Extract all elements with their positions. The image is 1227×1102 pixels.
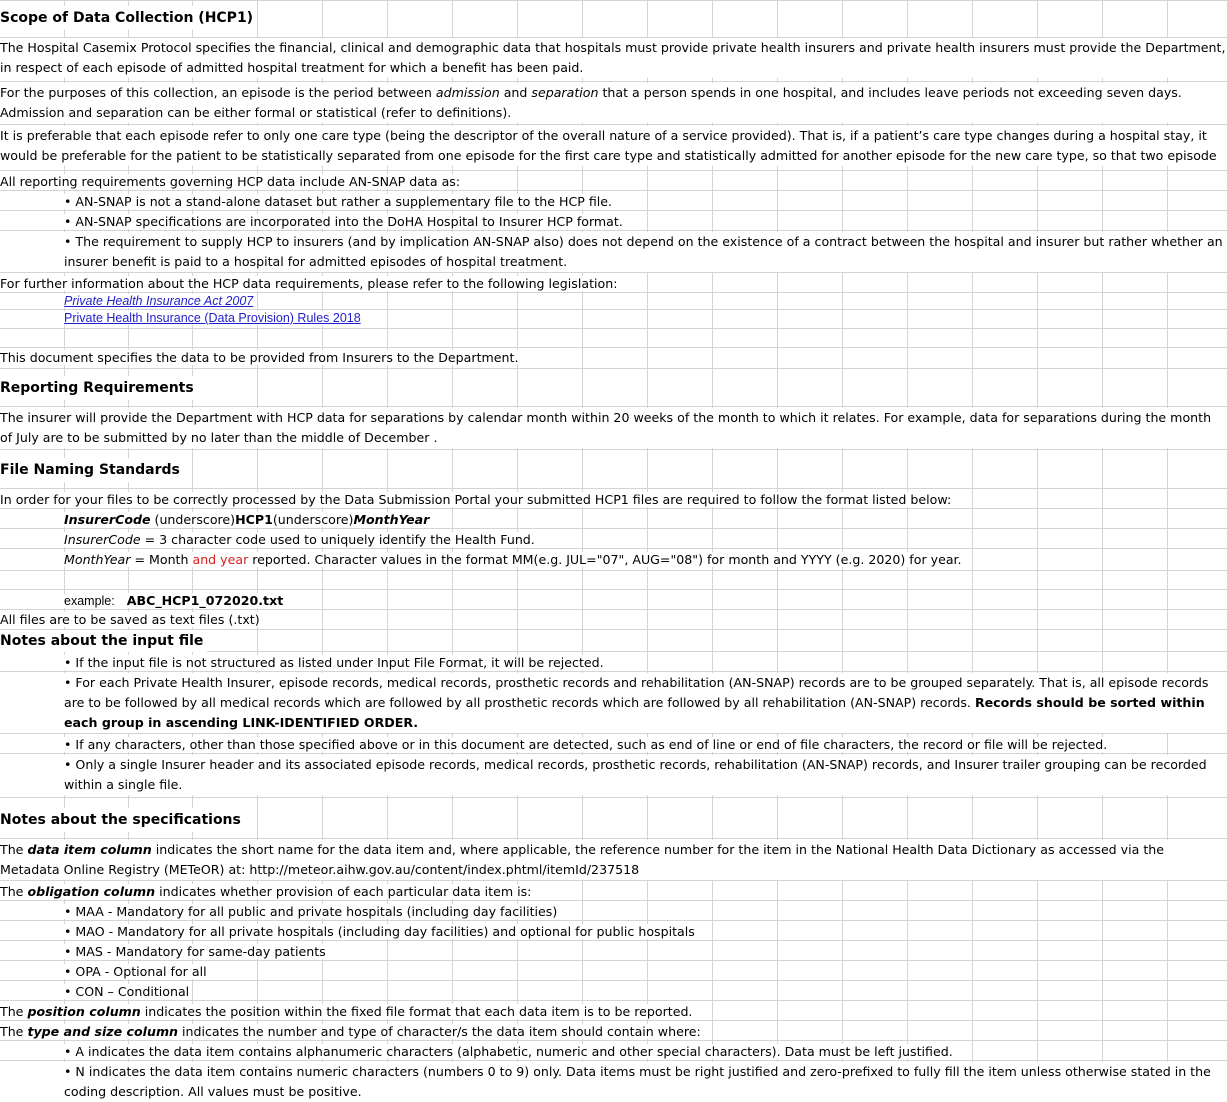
type-size-note-row[interactable] [0, 1022, 1227, 1042]
legislation-intro: For further information about the HCP data requirements, please refer to the following legislation: [0, 276, 618, 291]
type-n-note[interactable]: • N indicates the data item contains numeric characters (numbers 0 to 9) only. Data items must be right justified and zero-prefixed to fully fill the item unless otherwise stated in the coding description. All values must be positive. [64, 1062, 1227, 1100]
insurer-code-def-row[interactable] [64, 530, 1227, 550]
ansnap-bullet-1: • AN-SNAP is not a stand-alone dataset but rather a supplementary file to the HCP file. [64, 194, 613, 209]
scope-heading-row[interactable] [0, 6, 1227, 32]
input-notes-heading-row[interactable] [0, 630, 1227, 652]
obligation-mas-row[interactable] [64, 942, 1227, 962]
data-item-note[interactable]: The data item column indicates the short name for the data item and, where applicable, the reference number for the item in the National Health Data Dictionary as accessed via the Metadata Online Registry (METeOR) at: http://meteor.aihw.gov.au/content/index.phtml/itemId/237518 [0, 840, 1227, 880]
ansnap-bullet-3[interactable]: • The requirement to supply HCP to insurers (and by implication AN-SNAP also) does not depend on the existence of a contract between the hospital and insurer but rather whether an insurer benefit is paid to a hospital for admitted episodes of hospital treatment. [64, 232, 1227, 272]
position-note: The position column indicates the position within the fixed file format that each data item is to be reported. [0, 1004, 693, 1019]
month-year-def: MonthYear = Month and year reported. Character values in the format MM(e.g. JUL="07", AUG="08") for month and YYYY (e.g. 2020) for year. [64, 552, 962, 567]
ansnap-bullet-2: • AN-SNAP specifications are incorporated into the DoHA Hospital to Insurer HCP format. [64, 214, 623, 229]
legislation-intro-row[interactable] [0, 274, 1227, 294]
obligation-opa: • OPA - Optional for all [64, 964, 207, 979]
input-note-1: • If the input file is not structured as listed under Input File Format, it will be rejected. [64, 655, 604, 670]
naming-intro: In order for your files to be correctly processed by the Data Submission Portal your submitted HCP1 files are required to follow the format listed below: [0, 492, 952, 507]
spec-notes-heading: Notes about the specifications [0, 808, 245, 832]
example-label: example: [64, 594, 115, 608]
type-a-note-row[interactable] [64, 1042, 1227, 1062]
input-note-4[interactable]: • Only a single Insurer header and its associated episode records, medical records, prosthetic records, rehabilitation (AN-SNAP) records, and Insurer trailer grouping can be recorded within a single file. [64, 755, 1227, 795]
legislation-link-1-row [64, 292, 1227, 310]
reporting-p1[interactable]: The insurer will provide the Department with HCP data for separations by calendar month within 20 weeks of the month to which it relates. For example, data for separations during the month of July are to be submitted by no later than the middle of December . [0, 408, 1227, 448]
month-year-def-row[interactable] [64, 550, 1227, 570]
doc-spec-row[interactable] [0, 348, 1227, 368]
obligation-maa: • MAA - Mandatory for all public and private hospitals (including day facilities) [64, 904, 558, 919]
scope-p3[interactable]: It is preferable that each episode refer to only one care type (being the descriptor of the overall nature of a service provided). That is, if a patient’s care type changes during a hospital stay, it would be preferable for the patient to be statistically separated from one episode for the first care type and statistically admitted for another episode for the new care type, so that two episode [0, 126, 1227, 166]
input-note-3-row[interactable] [64, 735, 1227, 755]
input-notes-heading: Notes about the input file [0, 630, 207, 652]
legislation-link-1[interactable]: Private Health Insurance Act 2007 [64, 294, 254, 308]
type-size-note: The type and size column indicates the number and type of character/s the data item should contain where: [0, 1024, 701, 1039]
naming-format-row[interactable] [64, 510, 1227, 530]
obligation-mao: • MAO - Mandatory for all private hospitals (including day facilities) and optional for public hospitals [64, 924, 695, 939]
obligation-maa-row[interactable] [64, 902, 1227, 922]
scope-p1[interactable]: The Hospital Casemix Protocol specifies the financial, clinical and demographic data that hospitals must provide private health insurers and private health insurers must provide the Department, in respect of each episode of admitted hospital treatment for which a benefit has been paid. [0, 38, 1227, 78]
legislation-link-2-row [64, 309, 1227, 327]
input-note-3: • If any characters, other than those specified above or in this document are detected, such as end of line or end of file characters, the record or file will be rejected. [64, 737, 1108, 752]
txt-note: All files are to be saved as text files (.txt) [0, 612, 260, 627]
type-a-note: • A indicates the data item contains alphanumeric characters (alphabetic, numeric and other special characters). Data must be left justified. [64, 1044, 953, 1059]
txt-note-row[interactable] [0, 610, 1227, 630]
obligation-con-row[interactable] [64, 982, 1227, 1002]
obligation-mas: • MAS - Mandatory for same-day patients [64, 944, 326, 959]
reporting-heading-row[interactable] [0, 376, 1227, 400]
legislation-link-2[interactable]: Private Health Insurance (Data Provision) Rules 2018 [64, 311, 361, 325]
naming-heading-row[interactable] [0, 458, 1227, 482]
ansnap-bullet-2-row[interactable] [64, 212, 1227, 232]
obligation-opa-row[interactable] [64, 962, 1227, 982]
obligation-mao-row[interactable] [64, 922, 1227, 942]
position-note-row[interactable] [0, 1002, 1227, 1022]
scope-heading: Scope of Data Collection (HCP1) [0, 6, 257, 30]
scope-p4: All reporting requirements governing HCP data include AN-SNAP data as: [0, 174, 461, 189]
example-value: ABC_HCP1_072020.txt [126, 593, 284, 608]
obligation-con: • CON – Conditional [64, 984, 190, 999]
doc-spec: This document specifies the data to be provided from Insurers to the Department. [0, 350, 519, 365]
scope-p2[interactable]: For the purposes of this collection, an episode is the period between admission and separation that a person spends in one hospital, and includes leave periods not exceeding seven days. Admission and separation can be either formal or statistical (refer to definitions). [0, 83, 1227, 123]
ansnap-bullet-1-row[interactable] [64, 192, 1227, 212]
insurer-code-def: InsurerCode = 3 character code used to uniquely identify the Health Fund. [64, 532, 535, 547]
naming-intro-row[interactable] [0, 490, 1227, 510]
reporting-heading: Reporting Requirements [0, 376, 198, 400]
scope-p4-row[interactable] [0, 172, 1227, 192]
naming-format: InsurerCode (underscore)HCP1(underscore)MonthYear [64, 512, 430, 527]
naming-heading: File Naming Standards [0, 458, 184, 482]
example-row[interactable] [64, 591, 1227, 611]
input-note-1-row[interactable] [64, 653, 1227, 673]
input-note-2[interactable]: • For each Private Health Insurer, episode records, medical records, prosthetic records and rehabilitation (AN-SNAP) records are to be grouped separately. That is, all episode records are to be followed by all medical records which are followed by all prosthetic records which are followed by all rehabilitation (AN-SNAP) records. Records should be sorted within each group in ascending LINK-IDENTIFIED ORDER. [64, 673, 1227, 733]
obligation-note: The obligation column indicates whether provision of each particular data item is: [0, 884, 532, 899]
obligation-note-row[interactable] [0, 882, 1227, 902]
spec-notes-heading-row[interactable] [0, 808, 1227, 832]
